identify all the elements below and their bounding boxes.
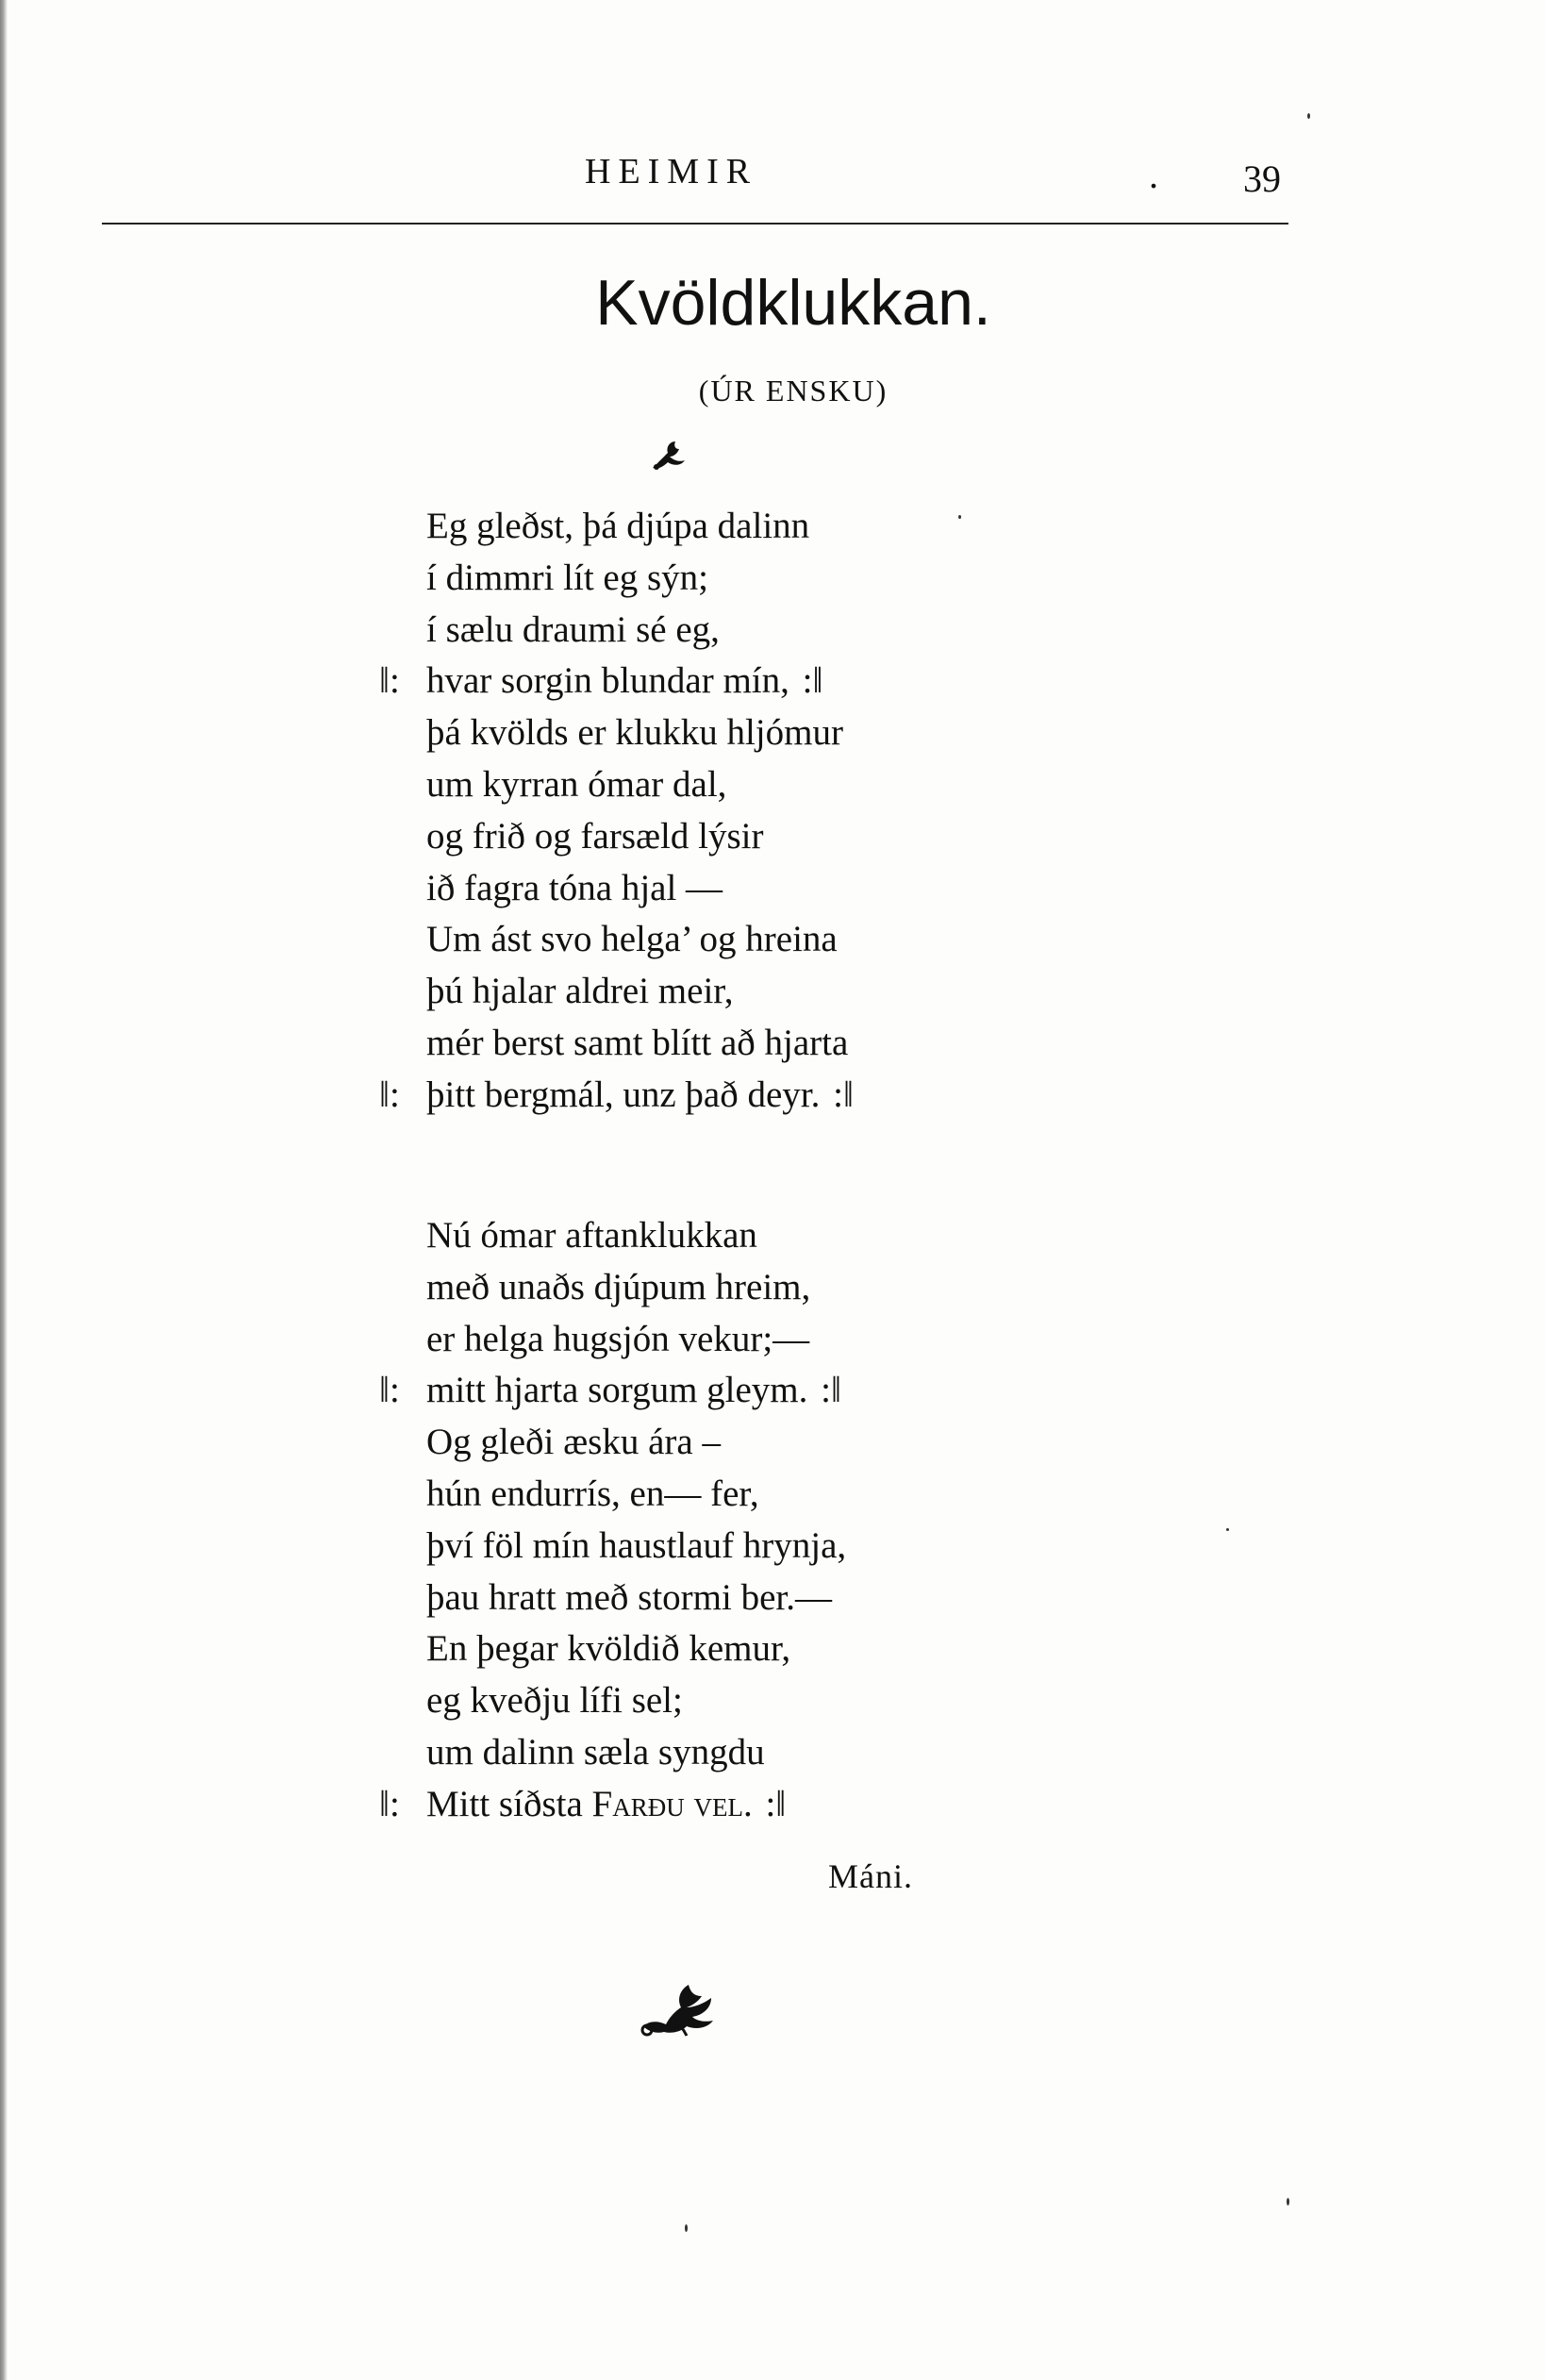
print-speck — [1287, 2198, 1289, 2205]
poem-line-text: mér berst samt blítt að hjarta — [426, 1022, 849, 1063]
poem-line-text: mitt hjarta sorgum gleym. — [426, 1370, 808, 1411]
poem-line-text: ið fagra tóna hjal — — [426, 867, 723, 908]
poem-line — [426, 759, 1464, 811]
poem-line — [426, 811, 1464, 863]
poem-line-text: Nú ómar aftanklukkan — [426, 1215, 757, 1256]
fleuron-large-icon — [638, 1979, 719, 2038]
repeat-close-mark: :‖ — [765, 1783, 787, 1824]
header-separator: . — [1149, 154, 1158, 196]
poem-line-text: Eg gleðst, þá djúpa dalinn — [426, 506, 810, 546]
poem-line-text: Og gleði æsku ára – — [426, 1422, 721, 1463]
poem-line — [379, 1779, 1464, 1831]
poem-line — [426, 1573, 1464, 1624]
poem-line-text: í sælu draumi sé eg, — [426, 608, 720, 650]
poem-line-text: Mitt síðsta — [426, 1783, 583, 1824]
page-number: 39 — [1243, 158, 1281, 200]
poem-line-text: hún endurrís, en— fer, — [426, 1473, 759, 1514]
stanza-2 — [379, 1210, 1464, 1831]
poem-line-text: með unaðs djúpum hreim, — [426, 1266, 811, 1307]
poem-line — [426, 1521, 1464, 1573]
poem-line-text: um dalinn sæla syngdu — [426, 1731, 765, 1773]
poem-line-text: er helga hugsjón vekur;— — [426, 1318, 810, 1359]
poem-line — [426, 1469, 1464, 1521]
repeat-close-mark: :‖ — [821, 1370, 841, 1411]
stanza-1 — [379, 501, 1464, 1122]
poem-line-text: þá kvölds er klukku hljómur — [426, 712, 843, 754]
poem-line — [426, 1727, 1464, 1779]
poem-line — [426, 1417, 1464, 1469]
poem-line — [426, 1210, 1464, 1262]
poem-line-text: þau hratt með stormi ber.— — [426, 1576, 832, 1618]
print-speck — [1307, 113, 1310, 119]
poem-line — [426, 1675, 1464, 1727]
poem-line — [426, 553, 1464, 605]
poem-line — [426, 1018, 1464, 1070]
poem-line-text: um kyrran ómar dal, — [426, 763, 727, 805]
poem-line-text: og frið og farsæld lýsir — [426, 815, 764, 857]
fleuron-small-icon — [649, 438, 689, 472]
poem-line-small-caps: Farðu vel. — [591, 1783, 753, 1824]
poem-subtitle: (ÚR ENSKU) — [698, 374, 889, 408]
print-speck — [1226, 1528, 1229, 1531]
poem-line — [379, 656, 1464, 707]
poem-line-text: eg kveðju lífi sel; — [426, 1680, 683, 1722]
header-rule — [102, 223, 1288, 225]
poem-line-text: hvar sorgin blundar mín, — [426, 660, 789, 702]
poem-line — [379, 1070, 1464, 1122]
poem-line-text: þú hjalar aldrei meir, — [426, 971, 734, 1012]
poem-line — [426, 966, 1464, 1018]
poem-line-text: þitt bergmál, unz það deyr. — [426, 1073, 821, 1115]
repeat-open-mark: ‖: — [379, 1783, 400, 1824]
poem-line — [426, 1623, 1464, 1675]
poem-line-text: í dimmri lít eg sýn; — [426, 557, 708, 598]
poem-line-text: því föl mín haustlauf hrynja, — [426, 1524, 847, 1566]
running-head: HEIMIR — [585, 152, 758, 191]
poem-line — [426, 501, 1464, 553]
poem-line — [426, 707, 1464, 759]
print-speck — [685, 2224, 688, 2232]
repeat-open-mark: ‖: — [379, 660, 400, 702]
repeat-open-mark: ‖: — [379, 1073, 400, 1115]
repeat-close-mark: :‖ — [802, 660, 823, 702]
poem-line-text: En þegar kvöldið kemur, — [426, 1628, 791, 1670]
repeat-close-mark: :‖ — [833, 1073, 854, 1115]
page-edge-shadow — [0, 0, 8, 2380]
poem-line — [426, 605, 1464, 657]
poem-line — [426, 914, 1464, 966]
repeat-open-mark: ‖: — [379, 1370, 400, 1411]
poem-line — [426, 1314, 1464, 1366]
poem-line — [426, 1262, 1464, 1314]
poem-line — [379, 1365, 1464, 1417]
print-speck — [958, 515, 961, 519]
poem-line — [426, 863, 1464, 915]
poem-signature: Máni. — [828, 1857, 913, 1895]
poem-title: Kvöldklukkan. — [595, 267, 991, 339]
poem-line-text: Um ást svo helga’ og hreina — [426, 919, 838, 960]
